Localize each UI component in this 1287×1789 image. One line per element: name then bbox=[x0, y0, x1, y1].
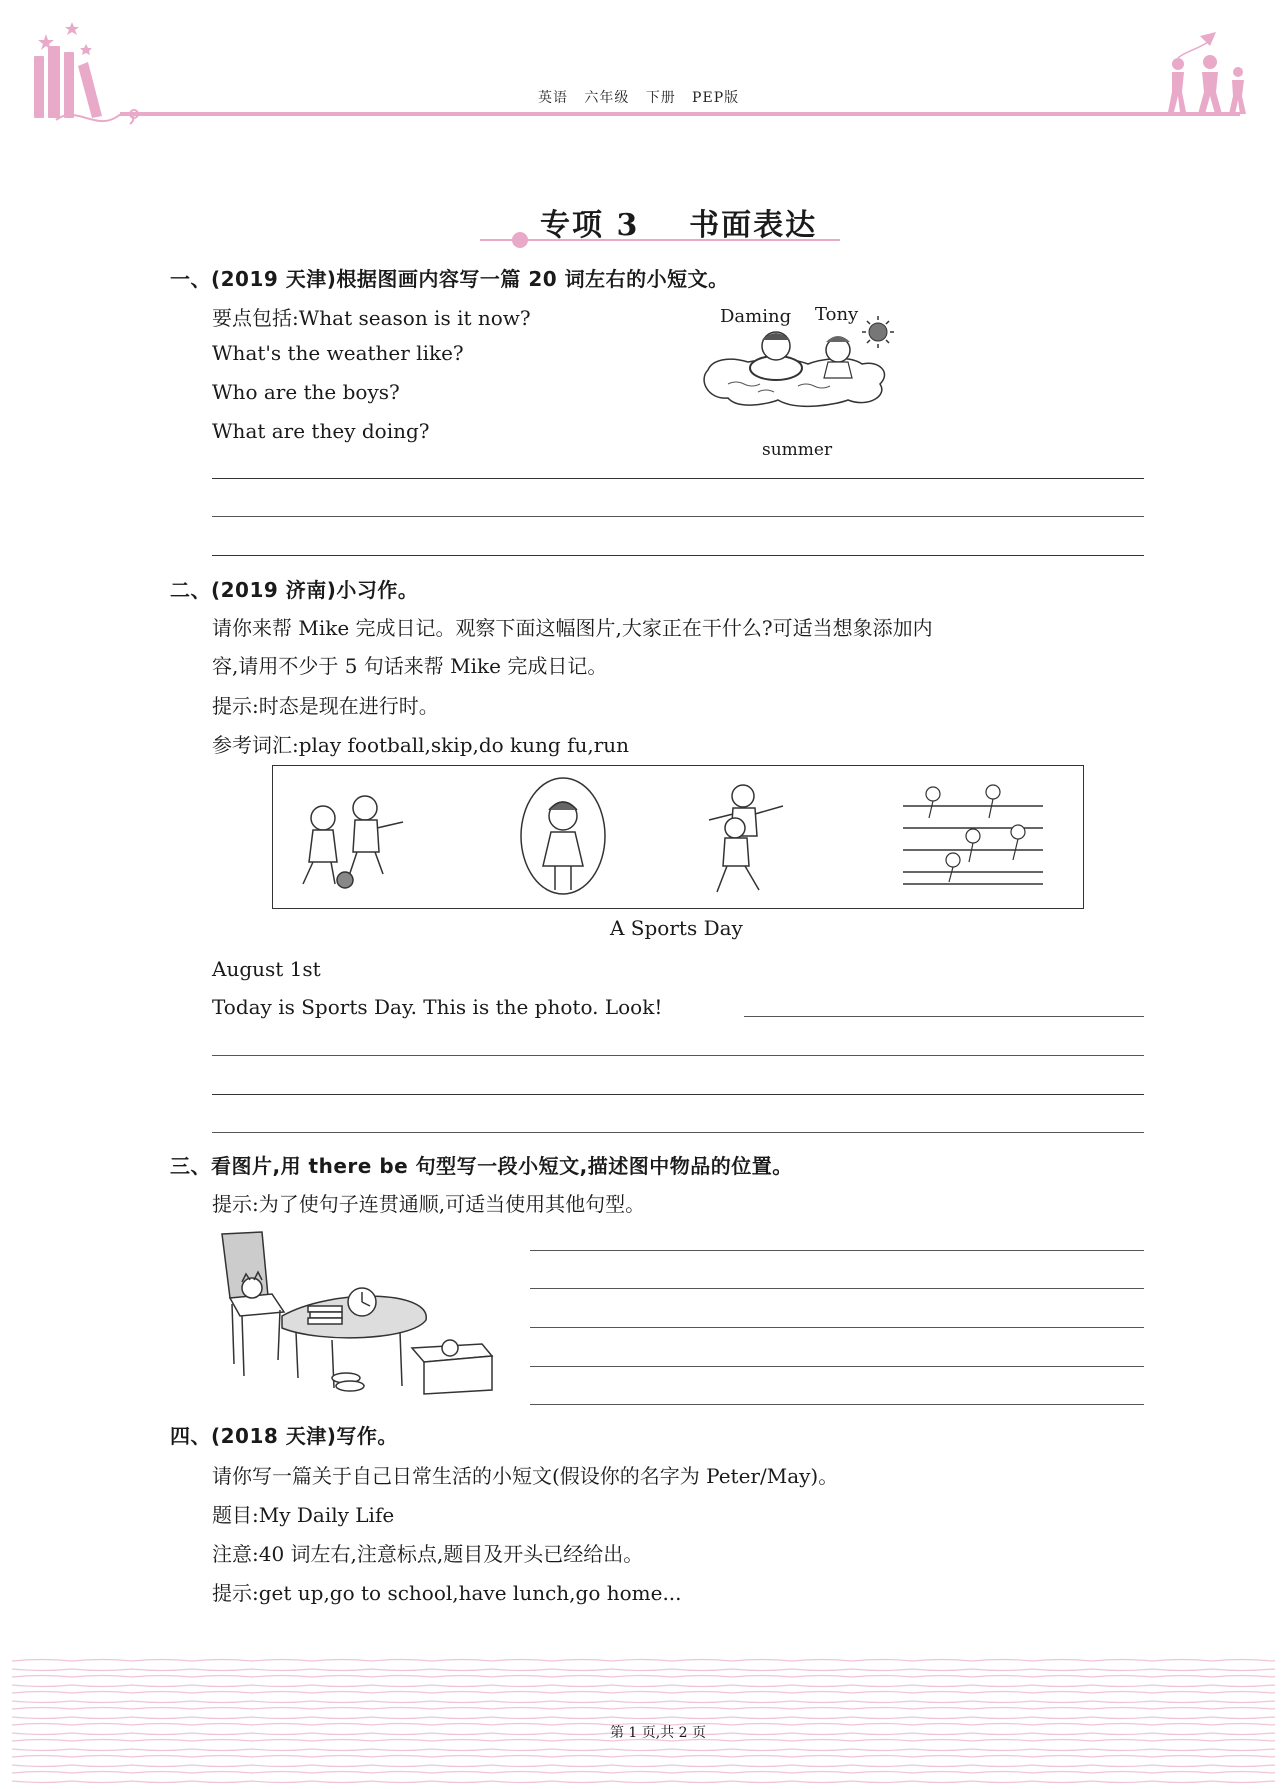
room-objects-illustration bbox=[212, 1228, 502, 1398]
page-title: 专项 3 书面表达 bbox=[540, 208, 818, 243]
footer-stripe bbox=[12, 1717, 1275, 1719]
section-4-line-3: 注意:40 词左右,注意标点,题目及开头已经给出。 bbox=[212, 1542, 644, 1566]
footer-stripe bbox=[12, 1692, 1275, 1694]
answer-line[interactable] bbox=[212, 516, 1144, 517]
children-kite-icon bbox=[1160, 28, 1260, 118]
footer-stripe bbox=[12, 1765, 1275, 1767]
section-2-heading: 二、(2019 济南)小习作。 bbox=[170, 578, 419, 602]
section-4-line-4: 提示:get up,go to school,have lunch,go home... bbox=[212, 1581, 682, 1605]
header-decoration-left bbox=[26, 16, 166, 126]
diary-date: August 1st bbox=[212, 957, 321, 981]
answer-line[interactable] bbox=[530, 1366, 1144, 1367]
section-2-line-2: 容,请用不少于 5 句话来帮 Mike 完成日记。 bbox=[212, 654, 608, 678]
answer-line[interactable] bbox=[212, 478, 1144, 479]
sports-day-caption: A Sports Day bbox=[610, 916, 743, 940]
section-4-heading: 四、(2018 天津)写作。 bbox=[170, 1424, 398, 1448]
section-2-line-4: 参考词汇:play football,skip,do kung fu,run bbox=[212, 733, 630, 757]
section-2-line-3: 提示:时态是现在进行时。 bbox=[212, 694, 439, 718]
answer-line[interactable] bbox=[212, 1132, 1144, 1133]
answer-line[interactable] bbox=[530, 1250, 1144, 1251]
figure-label-daming: Daming bbox=[720, 306, 792, 327]
footer-stripe bbox=[12, 1708, 1275, 1710]
section-3-line-1: 提示:为了使句子连贯通顺,可适当使用其他句型。 bbox=[212, 1192, 646, 1216]
footer-stripe bbox=[12, 1781, 1275, 1783]
footer-stripe bbox=[12, 1669, 1275, 1671]
answer-line[interactable] bbox=[530, 1327, 1144, 1328]
header-decoration-right bbox=[1160, 28, 1260, 118]
section-2-line-1: 请你来帮 Mike 完成日记。观察下面这幅图片,大家正在干什么?可适当想象添加内 bbox=[212, 616, 933, 640]
figure-label-summer: summer bbox=[762, 440, 833, 460]
section-1-line-2: What's the weather like? bbox=[212, 341, 464, 365]
header-text: 英语 六年级 下册 PEP版 bbox=[538, 90, 740, 106]
section-3-heading: 三、看图片,用 there be 句型写一段小短文,描述图中物品的位置。 bbox=[170, 1154, 793, 1178]
answer-line[interactable] bbox=[212, 555, 1144, 556]
sports-day-illustration bbox=[273, 766, 1083, 908]
answer-line[interactable] bbox=[212, 1055, 1144, 1056]
footer-stripe bbox=[12, 1701, 1275, 1703]
section-1-line-4: What are they doing? bbox=[212, 419, 430, 443]
answer-line[interactable] bbox=[530, 1404, 1144, 1405]
answer-line[interactable] bbox=[744, 1016, 1144, 1017]
answer-line[interactable] bbox=[212, 1094, 1144, 1095]
books-stars-icon bbox=[26, 16, 166, 126]
footer-stripe bbox=[12, 1756, 1275, 1758]
sports-day-picture-frame bbox=[272, 765, 1084, 909]
footer-stripe bbox=[12, 1685, 1275, 1687]
diary-start: Today is Sports Day. This is the photo. Look! bbox=[212, 995, 663, 1019]
title-underline bbox=[480, 230, 840, 250]
section-4-line-1: 请你写一篇关于自己日常生活的小短文(假设你的名字为 Peter/May)。 bbox=[212, 1464, 839, 1488]
section-1-heading: 一、(2019 天津)根据图画内容写一篇 20 词左右的小短文。 bbox=[170, 267, 729, 291]
page-number: 第 1 页,共 2 页 bbox=[609, 1725, 707, 1741]
answer-line[interactable] bbox=[530, 1288, 1144, 1289]
header-rule bbox=[120, 112, 1240, 116]
footer-stripe bbox=[12, 1749, 1275, 1751]
section-4-line-2: 题目:My Daily Life bbox=[212, 1503, 395, 1527]
section-1-line-1: 要点包括:What season is it now? bbox=[212, 306, 531, 330]
footer-stripe bbox=[12, 1772, 1275, 1774]
figure-label-tony: Tony bbox=[815, 304, 859, 325]
section-1-line-3: Who are the boys? bbox=[212, 380, 400, 404]
footer-stripe bbox=[12, 1676, 1275, 1678]
footer-stripe bbox=[12, 1660, 1275, 1662]
